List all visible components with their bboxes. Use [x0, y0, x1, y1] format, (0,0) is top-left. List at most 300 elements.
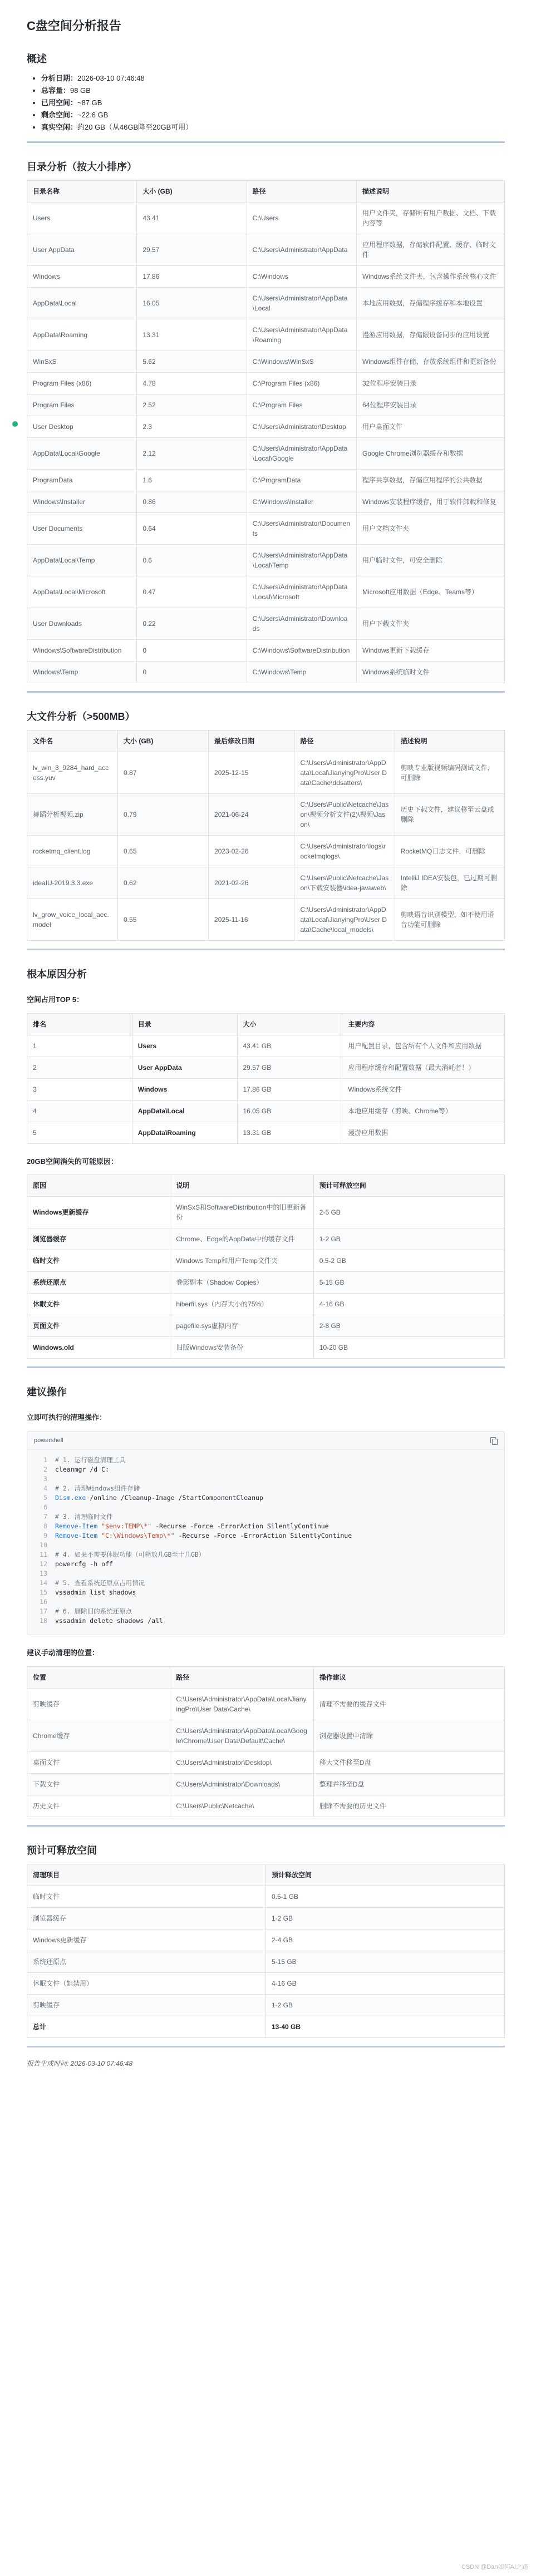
table-cell: rocketmq_client.log [27, 836, 118, 867]
table-cell: Windows系统文件夹，包含操作系统核心文件 [356, 266, 504, 288]
commands-title: 立即可执行的清理操作： [27, 1413, 107, 1422]
code-line [34, 1455, 498, 1465]
table-cell: 17.86 GB [237, 1078, 342, 1100]
table-cell: 1-2 GB [266, 1907, 505, 1929]
column-header: 路径 [294, 731, 395, 752]
table-cell: C:\Windows\SoftwareDistribution [247, 640, 356, 662]
table-cell: AppData\Local\Google [27, 438, 137, 470]
table-row [27, 1337, 505, 1359]
table-cell: 休眠文件（如禁用） [27, 1972, 266, 1994]
line-number: 2 [43, 1465, 47, 1473]
table-cell: 0.6 [137, 545, 247, 576]
table-cell: AppData\Local [132, 1100, 237, 1122]
table-cell: 页面文件 [27, 1315, 170, 1337]
overview-value: ~87 GB [77, 98, 102, 107]
table-row [27, 899, 505, 941]
table-cell: C:\Users\Administrator\AppData\Local\JianyingPro\User Data\Cache\local_models\ [294, 899, 395, 941]
table-cell: C:\Windows\Installer [247, 491, 356, 513]
table-row [27, 1773, 505, 1795]
table-cell: 本地应用缓存（剪映、Chrome等） [342, 1100, 505, 1122]
column-header: 清理项目 [27, 1864, 266, 1886]
table-cell: Users [27, 203, 137, 234]
table-cell: Chrome、Edge的AppData中的缓存文件 [170, 1228, 313, 1250]
table-cell: 29.57 [137, 234, 247, 266]
table-cell: 用户配置目录，包含所有个人文件和应用数据 [342, 1035, 505, 1057]
line-number: 16 [40, 1598, 47, 1606]
column-header: 说明 [170, 1175, 313, 1197]
code-line [34, 1531, 498, 1541]
table-row [27, 545, 505, 576]
table-cell: Google Chrome浏览器缓存和数据 [356, 438, 504, 470]
table-cell: Windows系统文件 [342, 1078, 505, 1100]
table-cell: 休眠文件 [27, 1294, 170, 1315]
table-cell: 用户下载文件夹 [356, 608, 504, 640]
table-cell: 总计 [27, 2016, 266, 2037]
copy-icon[interactable] [490, 1437, 498, 1444]
divider [27, 2046, 505, 2047]
table-row [27, 1994, 505, 2016]
code-line [34, 1512, 498, 1522]
table-row [27, 1688, 505, 1720]
table-cell: 1 [27, 1035, 132, 1057]
dir-heading: 目录分析（按大小排序） [27, 161, 137, 172]
large-files-heading: 大文件分析（>500MB） [27, 711, 135, 722]
table-cell: C:\Windows [247, 266, 356, 288]
table-cell: Microsoft应用数据（Edge、Teams等） [356, 576, 504, 608]
table-cell: 漫游应用数据 [342, 1122, 505, 1143]
code-line [34, 1465, 498, 1474]
code-text: cleanmgr /d C: [55, 1465, 109, 1473]
manual-title: 建议手动清理的位置： [27, 1649, 100, 1657]
table-cell: 4-16 GB [266, 1972, 505, 1994]
table-cell: C:\Users\Administrator\AppData [247, 234, 356, 266]
overview-label: 剩余空间： [41, 111, 78, 119]
table-cell: C:\Users\Public\Netcache\Jason\视频分析文件(2)\视频\Jason\ [294, 794, 395, 836]
table-cell: 0.79 [118, 794, 209, 836]
table-row [27, 1228, 505, 1250]
table-cell: 卷影副本（Shadow Copies） [170, 1272, 313, 1294]
table-cell: 4-16 GB [313, 1294, 504, 1315]
table-cell: C:\Users\Administrator\Downloads\ [170, 1773, 313, 1795]
table-cell: 16.05 [137, 288, 247, 319]
table-cell: AppData\Local [27, 288, 137, 319]
code-block [27, 1431, 505, 1636]
table-cell: 应用程序缓存和配置数据（最大消耗者！） [342, 1057, 505, 1078]
table-cell: 2.3 [137, 416, 247, 438]
manual-table [27, 1666, 505, 1817]
column-header: 操作建议 [313, 1666, 504, 1688]
table-cell: C:\Users\Public\Netcache\ [170, 1795, 313, 1817]
table-cell: lv_grow_voice_local_aec.model [27, 899, 118, 941]
table-cell: C:\Users\Administrator\AppData\Local [247, 288, 356, 319]
table-cell: 0.62 [118, 867, 209, 899]
table-row [27, 794, 505, 836]
line-number: 5 [43, 1494, 47, 1502]
table-row [27, 576, 505, 608]
large-files-table [27, 730, 505, 941]
table-row [27, 640, 505, 662]
divider [27, 1825, 505, 1827]
table-cell: C:\Windows\WinSxS [247, 351, 356, 373]
overview-value: ~22.6 GB [77, 111, 109, 119]
table-cell: 用户文档文件夹 [356, 513, 504, 545]
table-cell: 0.87 [118, 752, 209, 794]
table-row [27, 1951, 505, 1972]
table-cell: RocketMQ日志文件，可删除 [395, 836, 504, 867]
code-line [34, 1474, 498, 1484]
table-cell: 剪映语音识别模型，如不使用语音功能可删除 [395, 899, 504, 941]
table-cell: 剪映专业版视频编码测试文件，可删除 [395, 752, 504, 794]
table-cell: 5-15 GB [266, 1951, 505, 1972]
table-cell: 1-2 GB [313, 1228, 504, 1250]
table-cell: C:\Program Files [247, 394, 356, 416]
footer-note: 报告生成时间: 2026-03-10 07:46:48 [27, 2059, 133, 2067]
code-string: "C:\Windows\Temp\*" [97, 1532, 175, 1539]
table-cell: lv_win_3_9284_hard_access.yuv [27, 752, 118, 794]
column-header: 大小 (GB) [137, 181, 247, 203]
table-cell: C:\Users\Administrator\AppData\Local\Microsoft [247, 576, 356, 608]
overview-value: 98 GB [70, 86, 91, 95]
table-cell: AppData\Roaming [27, 319, 137, 351]
code-keyword: Remove-Item [55, 1532, 98, 1539]
table-row [27, 351, 505, 373]
code-line [34, 1616, 498, 1626]
overview-value: 约20 GB（从46GB降至20GB可用） [77, 123, 193, 131]
column-header: 预计可释放空间 [313, 1175, 504, 1197]
code-line [34, 1522, 498, 1531]
table-row [27, 1315, 505, 1337]
line-number: 11 [40, 1551, 47, 1558]
table-cell: Windows更新缓存 [27, 1929, 266, 1951]
table-cell: hiberfil.sys（内存大小的75%） [170, 1294, 313, 1315]
expected-heading: 预计可释放空间 [27, 1844, 97, 1856]
overview-item [41, 72, 505, 85]
table-cell: 0 [137, 662, 247, 683]
table-cell: 0.5-2 GB [313, 1250, 504, 1272]
table-cell: AppData\Local\Microsoft [27, 576, 137, 608]
overview-item [41, 97, 505, 109]
table-cell: 2025-11-16 [209, 899, 294, 941]
top5-title: 空间占用TOP 5： [27, 995, 84, 1004]
table-cell: 浏览器设置中清除 [313, 1720, 504, 1751]
table-row [27, 1720, 505, 1751]
table-cell: 16.05 GB [237, 1100, 342, 1122]
table-cell: 舞蹈分析视频.zip [27, 794, 118, 836]
table-cell: 13.31 GB [237, 1122, 342, 1143]
table-cell: 13.31 [137, 319, 247, 351]
table-cell: User Downloads [27, 608, 137, 640]
overview-list [27, 72, 505, 134]
table-row [27, 266, 505, 288]
table-cell: 移大文件移至D盘 [313, 1751, 504, 1773]
table-cell: 0.64 [137, 513, 247, 545]
table-row [27, 752, 505, 794]
table-row [27, 491, 505, 513]
table-cell: 漫游应用数据，存储跟设备同步的应用设置 [356, 319, 504, 351]
divider [27, 949, 505, 950]
table-row [27, 319, 505, 351]
table-cell: 0.65 [118, 836, 209, 867]
table-cell: C:\Users\Administrator\AppData\Local\Temp [247, 545, 356, 576]
line-number: 13 [40, 1570, 47, 1577]
code-comment: # 3. 清理临时文件 [55, 1513, 113, 1521]
table-row [27, 1972, 505, 1994]
table-cell: 删除不需要的历史文件 [313, 1795, 504, 1817]
table-cell: WinSxS [27, 351, 137, 373]
column-header: 主要内容 [342, 1013, 505, 1035]
table-cell: Windows\Installer [27, 491, 137, 513]
table-cell: C:\Users\Administrator\AppData\Local\Google [247, 438, 356, 470]
table-cell: 43.41 GB [237, 1035, 342, 1057]
table-cell: 2021-06-24 [209, 794, 294, 836]
table-cell: 应用程序数据，存储软件配置、缓存、临时文件 [356, 234, 504, 266]
code-text: -Recurse -Force -ErrorAction SilentlyContinue [174, 1532, 352, 1539]
table-row [27, 394, 505, 416]
overview-item [41, 121, 505, 134]
table-row [27, 1294, 505, 1315]
code-language: powershell [34, 1437, 63, 1444]
table-cell: 剪映缓存 [27, 1688, 170, 1720]
table-cell: 0.5-1 GB [266, 1886, 505, 1907]
line-number: 12 [40, 1560, 47, 1568]
table-cell: 临时文件 [27, 1886, 266, 1907]
table-cell: Program Files (x86) [27, 373, 137, 394]
line-number: 14 [40, 1579, 47, 1587]
table-cell: Windows [27, 266, 137, 288]
line-number: 15 [40, 1588, 47, 1596]
column-header: 最后修改日期 [209, 731, 294, 752]
overview-item [41, 109, 505, 121]
table-cell: C:\Users\Administrator\Desktop [247, 416, 356, 438]
table-cell: 桌面文件 [27, 1751, 170, 1773]
code-line [34, 1541, 498, 1550]
column-header: 大小 (GB) [118, 731, 209, 752]
table-cell: User Desktop [27, 416, 137, 438]
code-keyword: Dism.exe [55, 1494, 86, 1502]
table-cell: ideaIU-2019.3.3.exe [27, 867, 118, 899]
table-cell: IntelliJ IDEA安装包，已过期可删除 [395, 867, 504, 899]
code-line [34, 1550, 498, 1560]
code-body [27, 1450, 504, 1635]
table-cell: 历史下载文件，建议移至云盘或删除 [395, 794, 504, 836]
table-cell: C:\Users\Administrator\Documents [247, 513, 356, 545]
table-cell: 系统还原点 [27, 1951, 266, 1972]
table-cell: Windows\Temp [27, 662, 137, 683]
table-cell: C:\Program Files (x86) [247, 373, 356, 394]
table-cell: User Documents [27, 513, 137, 545]
table-cell: Program Files [27, 394, 137, 416]
table-cell: C:\ProgramData [247, 470, 356, 491]
dir-table [27, 180, 505, 683]
table-row [27, 438, 505, 470]
table-cell: 0.86 [137, 491, 247, 513]
code-line [34, 1560, 498, 1569]
table-cell: 29.57 GB [237, 1057, 342, 1078]
overview-value: 2026-03-10 07:46:48 [77, 74, 145, 82]
column-header: 排名 [27, 1013, 132, 1035]
line-number: 7 [43, 1513, 47, 1521]
column-header: 目录 [132, 1013, 237, 1035]
table-cell: Windows Temp和用户Temp文件夹 [170, 1250, 313, 1272]
line-number: 6 [43, 1503, 47, 1511]
code-text: powercfg -h off [55, 1560, 113, 1568]
table-cell: 用户临时文件，可安全删除 [356, 545, 504, 576]
table-row [27, 1795, 505, 1817]
table-cell: 0.47 [137, 576, 247, 608]
table-cell: C:\Windows\Temp [247, 662, 356, 683]
table-cell: 2021-02-26 [209, 867, 294, 899]
table-row [27, 373, 505, 394]
top5-table [27, 1013, 505, 1144]
code-comment: # 6. 删除旧的系统还原点 [55, 1607, 132, 1615]
divider [27, 691, 505, 693]
table-cell: 浏览器缓存 [27, 1907, 266, 1929]
column-header: 文件名 [27, 731, 118, 752]
column-header: 路径 [247, 181, 356, 203]
table-cell: WinSxS和SoftwareDistribution中的旧更新备份 [170, 1197, 313, 1228]
table-row [27, 1100, 505, 1122]
overview-label: 分析日期： [41, 74, 78, 82]
table-row [27, 1272, 505, 1294]
table-cell: 清理不需要的缓存文件 [313, 1688, 504, 1720]
table-cell: 用户文件夹，存储所有用户数据、文档、下载内容等 [356, 203, 504, 234]
table-cell: Chrome缓存 [27, 1720, 170, 1751]
table-cell: 整理并移至D盘 [313, 1773, 504, 1795]
table-cell: 2025-12-15 [209, 752, 294, 794]
table-cell: 4 [27, 1100, 132, 1122]
table-cell: 程序共享数据，存储应用程序的公共数据 [356, 470, 504, 491]
overview-label: 总容量： [41, 86, 71, 95]
line-number: 9 [43, 1532, 47, 1539]
table-cell: 剪映缓存 [27, 1994, 266, 2016]
table-cell: 2023-02-26 [209, 836, 294, 867]
line-number: 18 [40, 1617, 47, 1625]
table-cell: 43.41 [137, 203, 247, 234]
table-cell: 3 [27, 1078, 132, 1100]
table-cell: User AppData [132, 1057, 237, 1078]
line-number: 3 [43, 1475, 47, 1483]
table-cell: 2.52 [137, 394, 247, 416]
table-cell: AppData\Local\Temp [27, 545, 137, 576]
table-row [27, 1078, 505, 1100]
line-number: 1 [43, 1456, 47, 1464]
table-cell: 临时文件 [27, 1250, 170, 1272]
table-cell: C:\Users [247, 203, 356, 234]
column-header: 目录名称 [27, 181, 137, 203]
line-number: 10 [40, 1541, 47, 1549]
code-line [34, 1493, 498, 1503]
watermark: CSDN @Dan如何AI之路 [461, 2564, 528, 2570]
table-cell: Users [132, 1035, 237, 1057]
code-comment: # 4. 如果不需要休眠功能（可释放几GB至十几GB） [55, 1551, 205, 1558]
table-row [27, 867, 505, 899]
overview-label: 已用空间： [41, 98, 78, 107]
code-string: "$env:TEMP\*" [97, 1522, 152, 1530]
table-row [27, 470, 505, 491]
table-row [27, 1751, 505, 1773]
reasons-title: 20GB空间消失的可能原因： [27, 1157, 118, 1166]
table-cell: Windows [132, 1078, 237, 1100]
table-cell: 17.86 [137, 266, 247, 288]
table-row [27, 1907, 505, 1929]
table-cell: Windows组件存储，存放系统组件和更新备份 [356, 351, 504, 373]
table-cell: Windows.old [27, 1337, 170, 1359]
table-cell: 4.78 [137, 373, 247, 394]
code-keyword: Remove-Item [55, 1522, 98, 1530]
line-number: 4 [43, 1484, 47, 1492]
table-cell: 下载文件 [27, 1773, 170, 1795]
code-text: /online /Cleanup-Image /StartComponentCleanup [86, 1494, 263, 1502]
table-row [27, 1929, 505, 1951]
table-row [27, 203, 505, 234]
code-text: vssadmin delete shadows /all [55, 1617, 163, 1625]
page-title: C盘空间分析报告 [27, 19, 121, 33]
table-row [27, 1035, 505, 1057]
table-cell: C:\Users\Administrator\AppData\Local\Google\Chrome\User Data\Default\Cache\ [170, 1720, 313, 1751]
code-comment: # 5. 查看系统还原点占用情况 [55, 1579, 145, 1587]
code-line [34, 1578, 498, 1588]
column-header: 预计释放空间 [266, 1864, 505, 1886]
table-cell: 2-5 GB [313, 1197, 504, 1228]
table-row [27, 234, 505, 266]
table-row [27, 1197, 505, 1228]
table-cell: C:\Users\Administrator\Desktop\ [170, 1751, 313, 1773]
code-line [34, 1503, 498, 1512]
table-cell: ProgramData [27, 470, 137, 491]
table-row [27, 1122, 505, 1143]
table-row [27, 416, 505, 438]
code-line [34, 1569, 498, 1578]
column-header: 描述说明 [356, 181, 504, 203]
table-cell: 用户桌面文件 [356, 416, 504, 438]
table-cell: Windows更新下载缓存 [356, 640, 504, 662]
divider [27, 1366, 505, 1368]
code-line [34, 1597, 498, 1607]
divider [27, 141, 505, 143]
code-text: vssadmin list shadows [55, 1588, 136, 1596]
overview-heading: 概述 [27, 53, 47, 65]
table-cell: C:\Users\Administrator\Downloads [247, 608, 356, 640]
code-text: -Recurse -Force -ErrorAction SilentlyContinue [151, 1522, 329, 1530]
table-cell: 5 [27, 1122, 132, 1143]
table-cell: Windows系统临时文件 [356, 662, 504, 683]
code-line [34, 1588, 498, 1597]
table-cell: Windows安装程序缓存，用于软件卸载和修复 [356, 491, 504, 513]
table-cell: 2-4 GB [266, 1929, 505, 1951]
table-row [27, 1886, 505, 1907]
table-cell: 5.62 [137, 351, 247, 373]
code-line [34, 1607, 498, 1616]
table-cell: 32位程序安装目录 [356, 373, 504, 394]
line-number: 17 [40, 1607, 47, 1615]
table-row [27, 513, 505, 545]
overview-label: 真实空闲： [41, 123, 78, 131]
table-cell: 64位程序安装目录 [356, 394, 504, 416]
table-row [27, 1250, 505, 1272]
column-header: 路径 [170, 1666, 313, 1688]
table-cell: 1.6 [137, 470, 247, 491]
table-cell: 系统还原点 [27, 1272, 170, 1294]
column-header: 描述说明 [395, 731, 504, 752]
table-cell: Windows更新缓存 [27, 1197, 170, 1228]
table-cell: 浏览器缓存 [27, 1228, 170, 1250]
table-cell: pagefile.sys虚拟内存 [170, 1315, 313, 1337]
status-dot-icon [12, 421, 18, 427]
table-cell: 旧版Windows安装备份 [170, 1337, 313, 1359]
table-cell: 5-15 GB [313, 1272, 504, 1294]
overview-item [41, 85, 505, 97]
table-cell: 2 [27, 1057, 132, 1078]
